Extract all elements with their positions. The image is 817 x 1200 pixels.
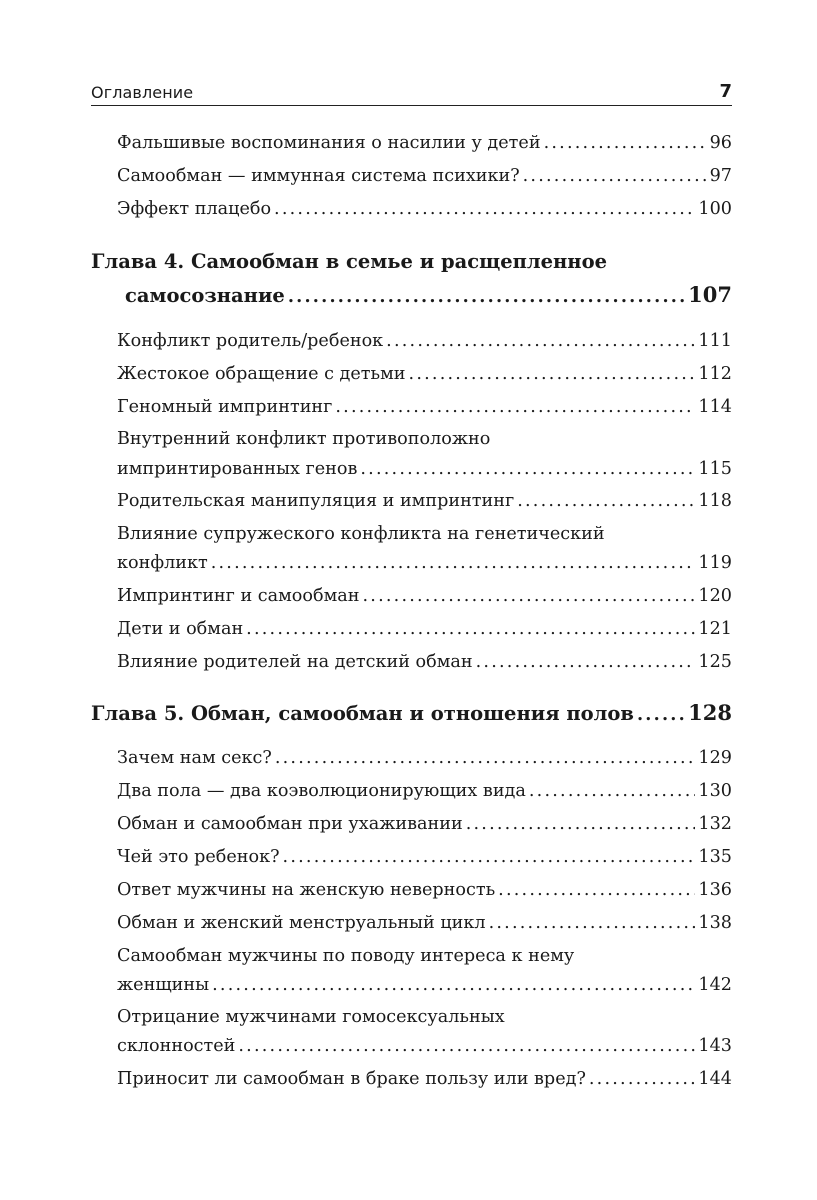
toc-entry-page: 142 [698,975,732,995]
dot-leader [212,971,695,1001]
dot-leader [498,875,695,907]
toc-entry[interactable] [91,486,732,518]
toc-entry-title: Эффект плацебо [117,199,272,219]
toc-entry-page: 129 [698,748,732,768]
toc-entry[interactable] [91,647,732,679]
dot-leader [637,698,685,731]
toc-entry-title-line1: Самообман мужчины по поводу интереса к нему [117,945,575,966]
toc-entry-title: Ответ мужчины на женскую неверность [117,880,496,900]
toc-entry-title: Родительская манипуляция и импринтинг [117,491,515,511]
toc-entry[interactable] [91,842,732,874]
toc-entry[interactable] [91,326,732,358]
toc-entry[interactable] [91,392,732,424]
dot-leader [335,392,695,424]
toc-entry[interactable] [91,1003,732,1062]
dot-leader [523,161,707,193]
running-header-title: Оглавление [91,83,194,102]
toc-entry[interactable] [91,425,732,484]
toc-entry[interactable] [91,128,732,160]
toc-entry[interactable] [91,161,732,193]
dot-leader [489,908,696,940]
toc-entry-page: 119 [698,553,732,573]
dot-leader [589,1064,696,1096]
toc-entry[interactable] [91,809,732,841]
toc-entry[interactable] [91,875,732,907]
toc-chapter-5[interactable] [91,696,732,731]
toc-entry-title-line2: женщины [117,975,210,995]
dot-leader [238,1032,695,1062]
toc-entry[interactable] [91,614,732,646]
dot-leader [544,128,707,160]
toc-entry-page: 143 [698,1036,732,1056]
toc-entry-page: 130 [698,781,732,801]
toc-entry-title: Жестокое обращение с детьми [117,363,406,384]
dot-leader [275,743,696,775]
toc-entry-title: Импринтинг и самообман [117,585,360,606]
toc-entry-title-line1: Влияние супружеского конфликта на генетический [117,523,605,544]
dot-leader [476,647,696,679]
toc-entry-title-line1: Внутренний конфликт противоположно [117,429,491,449]
toc-entry-title: Зачем нам секс? [117,748,272,768]
toc-entry-page: 97 [709,166,732,186]
toc-entry-title: Геномный импринтинг [117,396,333,417]
toc-entry[interactable] [91,776,732,808]
dot-leader [409,359,696,391]
toc-entry-title: Конфликт родитель/ребенок [117,330,384,351]
chapter-4-title-line2: самосознание [125,283,285,307]
dot-leader [211,549,696,579]
toc-chapter-4[interactable] [91,245,732,313]
toc-entry-page: 111 [698,330,732,351]
page-number: 7 [719,81,732,102]
toc-entry-title: Влияние родителей на детский обман [117,651,473,672]
toc-entry-page: 118 [698,491,732,511]
toc-entry-page: 114 [698,396,732,417]
toc-entry-page: 144 [698,1068,732,1089]
dot-leader [360,455,695,485]
toc-entry-page: 112 [698,363,732,384]
toc-entry-title: Обман и женский менструальный цикл [117,913,486,933]
chapter-4-title-line1: Глава 4. Самообман в семье и расщепленное [91,249,607,273]
toc-entry-title-line1: Отрицание мужчинами гомосексуальных [117,1006,505,1027]
toc-entry-page: 100 [698,199,732,219]
dot-leader [288,280,685,313]
dot-leader [274,194,695,226]
toc-entry[interactable] [91,520,732,579]
toc-entry-page: 136 [698,880,732,900]
toc-entry-title: Самообман — иммунная система психики? [117,166,520,186]
toc-entry-page: 121 [698,618,732,639]
toc-entry-page: 135 [698,847,732,867]
toc-entry-title: Обман и самообман при ухаживании [117,814,463,834]
toc-entry[interactable] [91,194,732,226]
toc-entry-page: 132 [698,814,732,834]
dot-leader [283,842,696,874]
dot-leader [517,486,695,518]
toc-entry[interactable] [91,743,732,775]
toc-entry-title-line2: импринтированных генов [117,458,358,479]
toc-entry-page: 96 [709,133,732,153]
toc-entry[interactable] [91,1064,732,1096]
dot-leader [529,776,696,808]
book-page [91,0,732,1200]
dot-leader [246,614,695,646]
toc-entry[interactable] [91,581,732,613]
toc-entry-title: Два пола — два коэволюционирующих вида [117,781,526,801]
chapter-5-title: Глава 5. Обман, самообман и отношения полов [91,702,634,725]
toc-entry-title: Чей это ребенок? [117,847,280,867]
toc-entry[interactable] [91,359,732,391]
toc-entry-title: Приносит ли самообман в браке пользу или вред? [117,1068,586,1089]
toc-entry-title-line2: склонностей [117,1036,236,1056]
dot-leader [363,581,696,613]
toc-entry-page: 125 [698,651,732,672]
toc-entry-title-line2: конфликт [117,553,208,573]
table-of-contents [91,128,732,1097]
dot-leader [386,326,695,358]
toc-entry-title: Фальшивые воспоминания о насилии у детей [117,133,541,153]
chapter-4-page: 107 [688,281,732,307]
toc-entry[interactable] [91,942,732,1001]
dot-leader [466,809,696,841]
toc-entry-page: 120 [698,585,732,606]
toc-entry[interactable] [91,908,732,940]
running-header [91,79,732,106]
toc-entry-title: Дети и обман [117,618,244,639]
toc-entry-page: 138 [698,913,732,933]
toc-entry-page: 115 [698,458,732,479]
chapter-5-page: 128 [688,700,732,725]
